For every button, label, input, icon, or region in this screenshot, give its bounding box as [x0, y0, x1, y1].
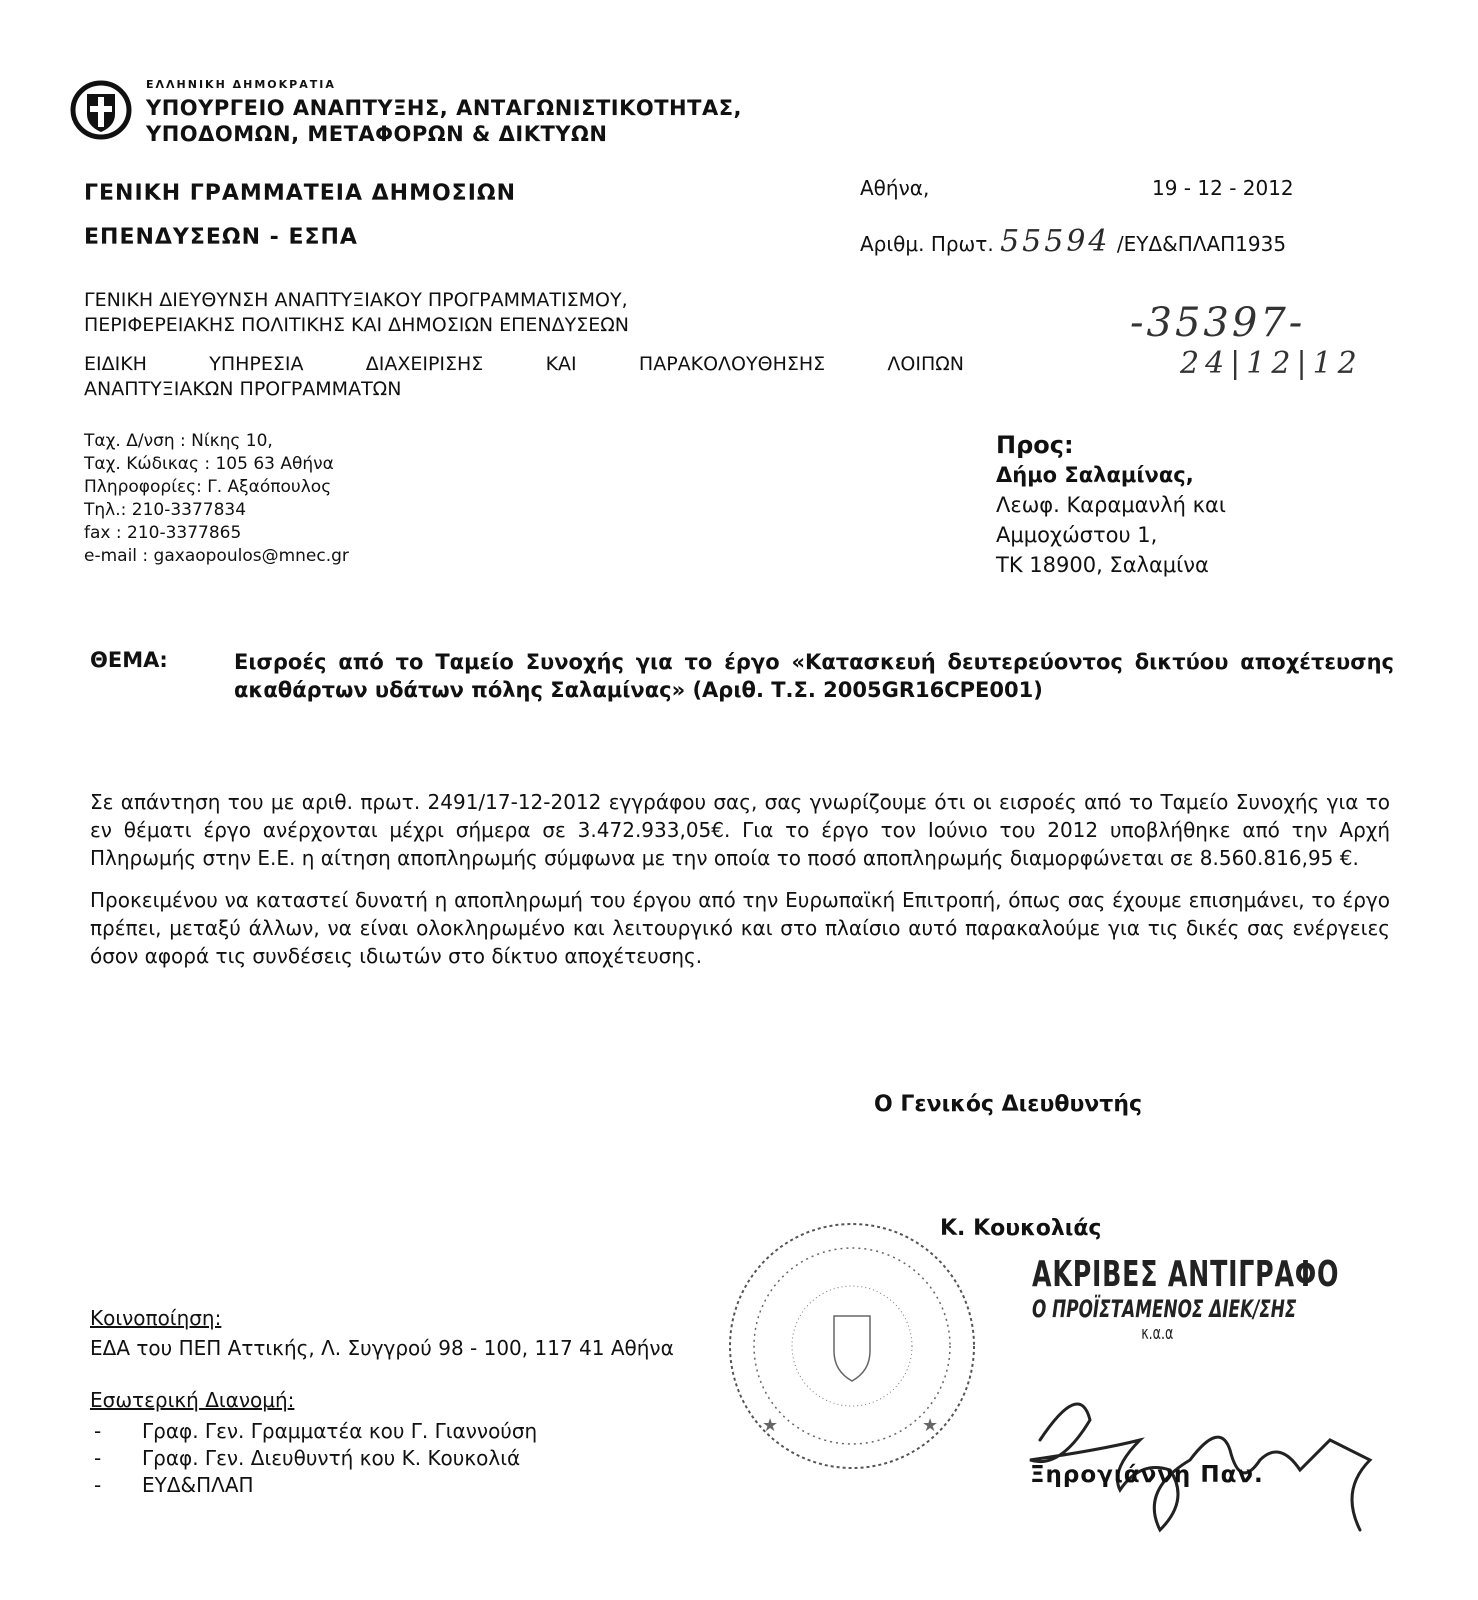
recipient-line-3: ΤΚ 18900, Σαλαμίνα [996, 553, 1209, 577]
contact-phone: Τηλ.: 210-3377834 [84, 500, 247, 520]
list-item: - ΕΥΔ&ΠΛΑΠ [90, 1472, 537, 1499]
ministry-line-1: ΥΠΟΥΡΓΕΙΟ ΑΝΑΠΤΥΞΗΣ, ΑΝΤΑΓΩΝΙΣΤΙΚΟΤΗΤΑΣ, [146, 96, 743, 120]
subject-text: Εισροές από το Ταμείο Συνοχής για το έργο «Κατασκευή δευτερεύοντος δικτύου αποχέτευσης ακαθάρτων υδάτων πόλης Σαλαμίνας» (Αριθ. Τ.Σ. 2005GR16CPE001) [234, 650, 1394, 702]
ministry-line-2: ΥΠΟΔΟΜΩΝ, ΜΕΤΑΦΟΡΩΝ & ΔΙΚΤΥΩΝ [146, 122, 608, 146]
registration-date: 24|12|12 [1180, 346, 1363, 381]
subject-label: ΘΕΜΑ: [90, 648, 168, 672]
cc-label: Κοινοποίηση: [90, 1306, 222, 1330]
letter-body [90, 788, 1390, 984]
contact-info [84, 430, 349, 568]
protocol-label: Αριθμ. Πρωτ. [860, 232, 994, 256]
official-seal-icon [722, 1216, 982, 1476]
list-item: - Γραφ. Γεν. Διευθυντή κου Κ. Κουκολιά [90, 1445, 537, 1472]
list-item: - Γραφ. Γεν. Γραμματέα κου Γ. Γιαννούση [90, 1418, 537, 1445]
internal-distribution-label: Εσωτερική Διανομή: [90, 1388, 295, 1412]
body-paragraph-1: Σε απάντηση του με αριθ. πρωτ. 2491/17-12-2012 εγγράφου σας, σας γνωρίζουμε ότι οι εισροές από το Ταμείο Συνοχής για το εν θέματι έργο ανέρχονται μέχρι σήμερα σε 3.472.933,05€. Για το έργο τον Ιούνιο του 2012 υποβλήθηκε από την Αρχή Πληρωμής στην Ε.Ε. η αίτηση αποπληρωμής σύμφωνα με την οποία το ποσό αποπληρωμής διαμορφώνεται σε 8.560.816,95 €. [90, 790, 1390, 870]
contact-info-person: Πληροφορίες: Γ. Αξαόπουλος [84, 477, 332, 497]
contact-address: Ταχ. Δ/νση : Νίκης 10, [84, 431, 273, 451]
secretariat-line-1: ΓΕΝΙΚΗ ΓΡΑΜΜΑΤΕΙΑ ΔΗΜΟΣΙΩΝ [84, 181, 517, 206]
contact-postcode: Ταχ. Κώδικας : 105 63 Αθήνα [84, 454, 334, 474]
contact-fax: fax : 210-3377865 [84, 523, 242, 543]
recipient-block [996, 430, 1226, 580]
service-line-1: ΕΙΔΙΚΗ ΥΠΗΡΕΣΙΑ ΔΙΑΧΕΙΡΙΣΗΣ ΚΑΙ ΠΑΡΑΚΟΛΟΥΘΗΣΗΣ ΛΟΙΠΩΝ [84, 353, 964, 375]
cc-text: ΕΔΑ του ΠΕΠ Αττικής, Λ. Συγγρού 98 - 100, 117 41 Αθήνα [90, 1336, 674, 1360]
protocol-suffix: /ΕΥΔ&ΠΛΑΠ1935 [1116, 232, 1287, 256]
registration-number: -35397- [1130, 300, 1306, 346]
ministry-name [146, 95, 742, 147]
city: Αθήνα, [860, 176, 930, 200]
service-line-2: ΑΝΑΠΤΥΞΙΑΚΩΝ ΠΡΟΓΡΑΜΜΑΤΩΝ [84, 378, 402, 400]
secretariat [84, 172, 516, 260]
svg-text:★: ★ [922, 1415, 939, 1436]
greek-emblem-icon [70, 80, 132, 140]
internal-distribution-title: Εσωτερική Διανομή [90, 1388, 288, 1412]
recipient-name: Δήμο Σαλαμίνας, [996, 463, 1194, 487]
certifier-role: Ο ΠΡΟΪΣΤΑΜΕΝΟΣ ΔΙΕΚ/ΣΗΣ [1032, 1295, 1297, 1323]
certifier-name: Ξηρογιάννη Παν. [1030, 1462, 1264, 1488]
internal-distribution-list [90, 1418, 537, 1499]
recipient-label: Προς: [996, 431, 1074, 459]
svg-text:★: ★ [762, 1415, 779, 1436]
body-paragraph-2: Προκειμένου να καταστεί δυνατή η αποπληρωμή του έργου από την Ευρωπαϊκή Επιτροπή, όπως σας έχουμε επισημάνει, το έργο πρέπει, μεταξύ άλλων, να είναι ολοκληρωμένο και λειτουργικό και στο πλαίσιο αυτό παρακαλούμε για τις δικές σας ενέργειες όσον αφορά τις συνδέσεις ιδιωτών στο δίκτυο αποχέτευσης. [90, 888, 1390, 968]
certifier-kaa: κ.α.α [1141, 1323, 1174, 1344]
directorate-line-1: ΓΕΝΙΚΗ ΔΙΕΥΘΥΝΣΗ ΑΝΑΠΤΥΞΙΑΚΟΥ ΠΡΟΓΡΑΜΜΑΤΙΣΜΟΥ, [84, 289, 628, 311]
date: 19 - 12 - 2012 [1152, 176, 1294, 200]
certified-copy-title: ΑΚΡΙΒΕΣ ΑΝΤΙΓΡΑΦΟ [1032, 1254, 1340, 1295]
country-name: ΕΛΛΗΝΙΚΗ ΔΗΜΟΚΡΑΤΙΑ [146, 78, 336, 91]
recipient-line-1: Λεωφ. Καραμανλή και [996, 493, 1226, 517]
secretariat-line-2: ΕΠΕΝΔΥΣΕΩΝ - ΕΣΠΑ [84, 225, 358, 250]
directorate [84, 288, 629, 338]
registration-handwritten [1130, 300, 1363, 381]
certified-copy-stamp [1032, 1254, 1339, 1344]
signatory-title: Ο Γενικός Διευθυντής [874, 1092, 1143, 1117]
protocol-number [860, 224, 1286, 259]
protocol-handwritten-number: 55594 [1000, 224, 1111, 259]
recipient-line-2: Αμμοχώστου 1, [996, 523, 1158, 547]
special-service [84, 352, 964, 402]
directorate-line-2: ΠΕΡΙΦΕΡΕΙΑΚΗΣ ΠΟΛΙΤΙΚΗΣ ΚΑΙ ΔΗΜΟΣΙΩΝ ΕΠΕΝΔΥΣΕΩΝ [84, 314, 629, 336]
signatory-name: Κ. Κουκολιάς [940, 1216, 1102, 1241]
contact-email: e-mail : gaxaopoulos@mnec.gr [84, 546, 349, 566]
